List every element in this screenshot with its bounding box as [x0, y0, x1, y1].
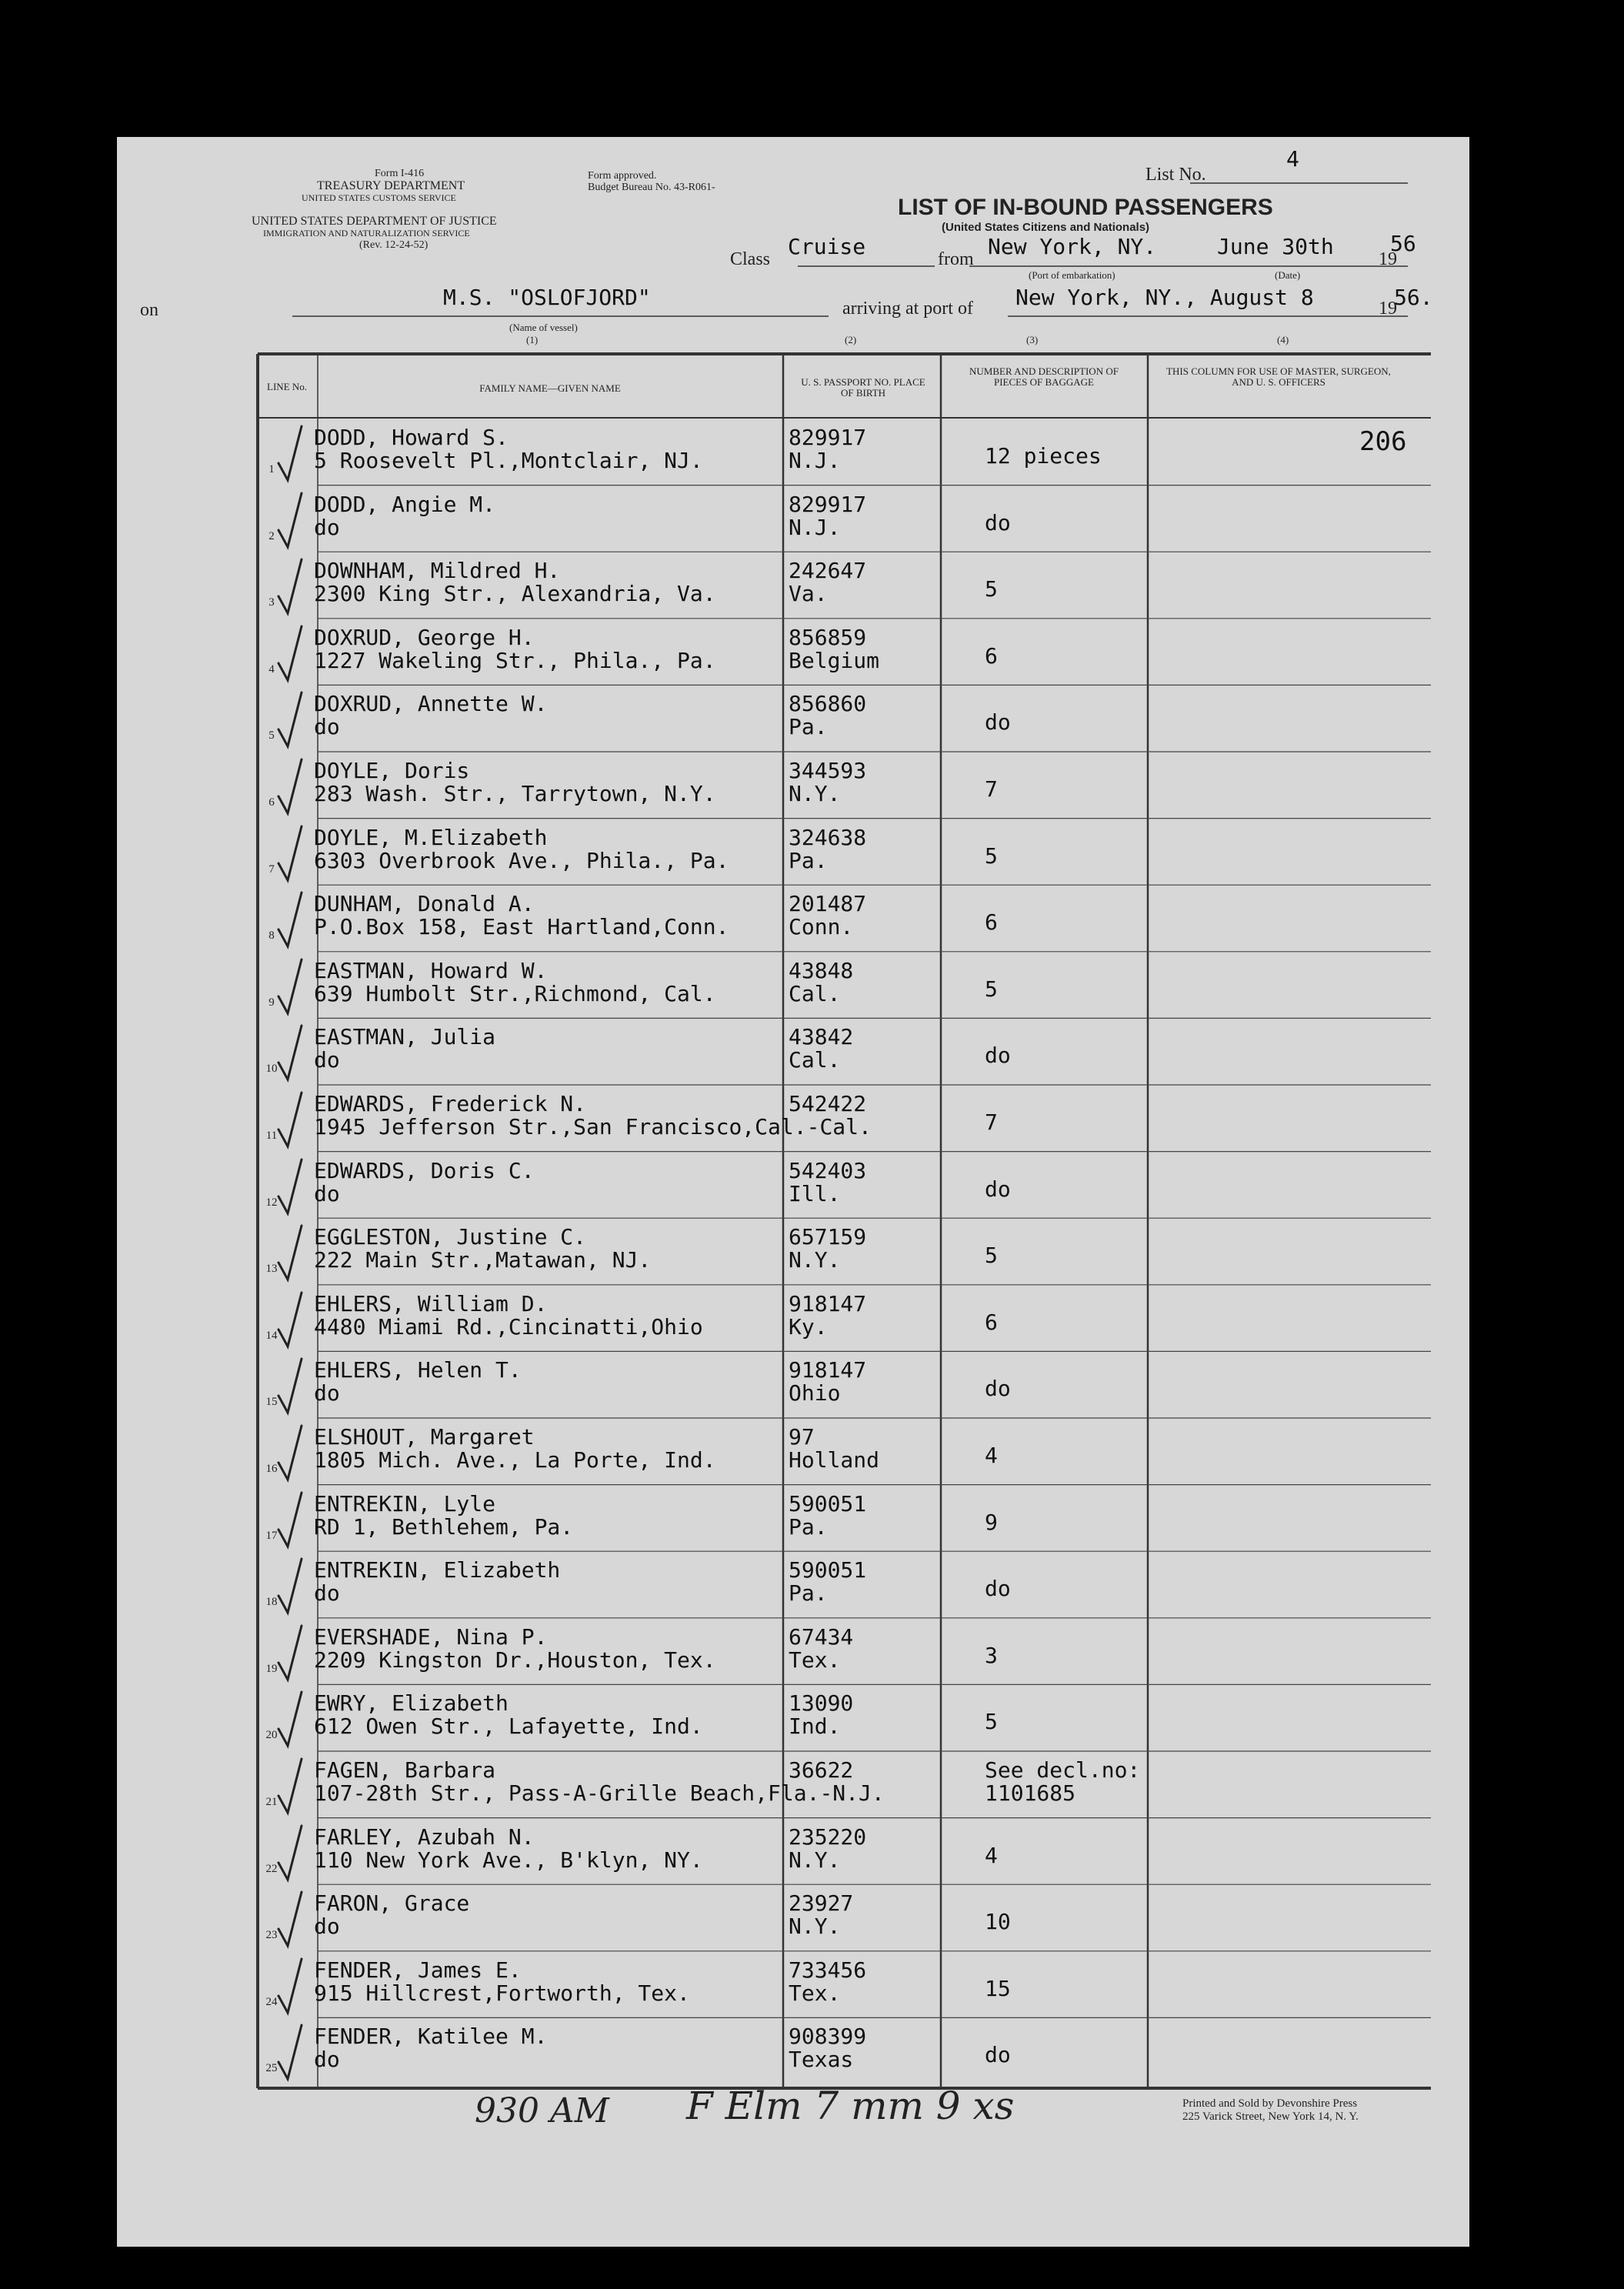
place-of-birth: N.J. [789, 448, 841, 473]
line-number: 2 [268, 529, 275, 542]
baggage: do [985, 1576, 1011, 1602]
checkmark-icon [275, 1756, 303, 1817]
baggage: 12 pieces [985, 443, 1102, 469]
passenger-name: FENDER, Katilee M. [314, 2024, 548, 2050]
checkmark-icon [275, 2022, 303, 2084]
passenger-address: do [314, 1380, 340, 1406]
passenger-name: DOYLE, Doris [314, 758, 470, 783]
place-of-birth: Holland [789, 1447, 880, 1473]
baggage: 10 [985, 1909, 1011, 1935]
passenger-name: ENTREKIN, Elizabeth [314, 1557, 561, 1583]
embarkation-date: June 30th [1217, 234, 1334, 259]
passenger-name: DODD, Angie M. [314, 491, 496, 517]
table-row [117, 1485, 1469, 1552]
passenger-name-address [314, 959, 716, 1006]
col-number-4: (4) [1277, 334, 1289, 345]
form-title: LIST OF IN-BOUND PASSENGERS [898, 195, 1273, 220]
table-row [117, 1085, 1469, 1152]
passport-number: 829917 [789, 425, 867, 450]
passport-birthplace [789, 1826, 866, 1872]
baggage: See decl.no: 1101685 [985, 1757, 1141, 1806]
passport-number: 733456 [789, 1957, 867, 1983]
checkmark-icon [275, 1356, 303, 1417]
passenger-name-address [314, 2025, 547, 2071]
passenger-address: 5 Roosevelt Pl.,Montclair, NJ. [314, 448, 703, 473]
place-of-birth: N.Y. [789, 1914, 841, 1940]
passport-birthplace [789, 692, 866, 739]
line-number: 4 [268, 662, 275, 676]
passenger-name: FAGEN, Barbara [314, 1757, 496, 1783]
passenger-name: EWRY, Elizabeth [314, 1690, 509, 1717]
passenger-name: EDWARDS, Frederick N. [314, 1091, 587, 1116]
checkmark-icon [275, 1156, 303, 1218]
passenger-name-address [314, 1157, 535, 1206]
passenger-name-address [314, 426, 703, 472]
place-of-birth: N.Y. [789, 781, 841, 806]
place-of-birth: Ill. [789, 1180, 841, 1206]
checkmark-icon [275, 1956, 303, 2017]
line-number: 3 [268, 596, 275, 609]
passport-number: 67434 [789, 1623, 854, 1650]
passenger-address: do [314, 1180, 340, 1206]
passport-number: 856859 [789, 624, 867, 650]
passport-number: 657159 [789, 1224, 867, 1250]
year-prefix: 19 [1379, 249, 1397, 269]
baggage: 4 [985, 1842, 998, 1868]
table-row [117, 819, 1469, 886]
passenger-name-address [314, 1959, 690, 2005]
baggage: 9 [985, 1509, 998, 1535]
line-number: 12 [265, 1196, 278, 1209]
passport-number: 918147 [789, 1357, 867, 1383]
line-number: 23 [265, 1929, 278, 1942]
col-header-officers: THIS COLUMN FOR USE OF MASTER, SURGEON, AND U. S. OFFICERS [1166, 365, 1391, 388]
place-of-birth: Cal. [789, 1047, 841, 1073]
passenger-table [117, 419, 1469, 2088]
baggage: 7 [985, 776, 998, 802]
baggage: do [985, 709, 1011, 736]
passport-number: 918147 [789, 1290, 867, 1316]
form-number: Form I-416 [375, 168, 425, 179]
line-number: 22 [265, 1862, 278, 1875]
passenger-name-address [314, 893, 729, 939]
checkmark-icon [275, 1689, 303, 1750]
line-number: 6 [268, 796, 275, 809]
passenger-name: EHLERS, Helen T. [314, 1357, 522, 1383]
col-header-passport: U. S. PASSPORT NO. PLACE OF BIRTH [801, 376, 925, 399]
passport-number: 542422 [789, 1091, 867, 1116]
table-row [117, 1351, 1469, 1418]
passenger-address: 2300 King Str., Alexandria, Va. [314, 581, 716, 607]
baggage: 5 [985, 1709, 998, 1735]
passport-number: 908399 [789, 2024, 867, 2050]
table-row [117, 1018, 1469, 1085]
line-number: 25 [265, 2062, 278, 2075]
passenger-name: EVERSHADE, Nina P. [314, 1623, 548, 1650]
passport-birthplace [789, 1226, 866, 1272]
handwritten-time: 930 AM [475, 2091, 609, 2131]
line-number: 19 [265, 1662, 278, 1675]
form-revision: (Rev. 12-24-52) [359, 239, 429, 251]
checkmark-icon [275, 1423, 303, 1484]
passenger-name-address [314, 1623, 716, 1673]
passport-birthplace [789, 1759, 853, 1782]
passenger-name: EASTMAN, Howard W. [314, 957, 548, 983]
passport-number: 242647 [789, 558, 867, 584]
place-of-birth: Tex. [789, 1647, 841, 1673]
table-row [117, 752, 1469, 819]
passenger-name: ENTREKIN, Lyle [314, 1490, 496, 1517]
customs-service: UNITED STATES CUSTOMS SERVICE [302, 192, 456, 203]
checkmark-icon [275, 623, 303, 685]
place-of-birth: Ky. [789, 1313, 828, 1340]
budget-bureau: Budget Bureau No. 43-R061- [588, 182, 715, 193]
passenger-address: 1945 Jefferson Str.,San Francisco,Cal.-Cal. [314, 1114, 872, 1139]
passport-number: 36622 [789, 1757, 854, 1783]
passport-birthplace [789, 759, 866, 806]
passenger-address: do [314, 1580, 340, 1607]
place-of-birth: Pa. [789, 847, 828, 873]
table-row [117, 485, 1469, 552]
passport-birthplace [789, 1359, 866, 1405]
place-of-birth: Pa. [789, 1580, 828, 1607]
passenger-name-address [314, 559, 716, 606]
passenger-name-address [314, 626, 716, 672]
passport-birthplace [789, 426, 866, 472]
place-of-birth: Texas [789, 2047, 854, 2073]
passenger-name-address [314, 1026, 495, 1072]
place-of-birth: Pa. [789, 1513, 828, 1540]
col-number-2: (2) [845, 334, 857, 345]
checkmark-icon [275, 956, 303, 1018]
passenger-name: EGGLESTON, Justine C. [314, 1224, 587, 1250]
passport-birthplace [789, 1623, 854, 1673]
printer-line-1: Printed and Sold by Devonshire Press [1182, 2097, 1358, 2110]
table-row [117, 1618, 1469, 1685]
arrival-year-prefix: 19 [1379, 299, 1397, 319]
passport-number: 13090 [789, 1690, 854, 1717]
passenger-address: P.O.Box 158, East Hartland,Conn. [314, 914, 729, 940]
passenger-address: 1805 Mich. Ave., La Porte, Ind. [314, 1447, 716, 1473]
table-row [117, 1285, 1469, 1352]
line-number: 17 [265, 1529, 278, 1542]
line-number: 24 [265, 1995, 278, 2008]
handwritten-note: F Elm 7 mm 9 xs [686, 2084, 1015, 2128]
baggage: do [985, 1376, 1011, 1402]
passenger-name: DUNHAM, Donald A. [314, 891, 535, 917]
year-value: 56 [1390, 231, 1416, 256]
passenger-address: do [314, 1047, 340, 1073]
table-row [117, 1884, 1469, 1951]
passenger-name: DOWNHAM, Mildred H. [314, 558, 561, 584]
passport-number: 43848 [789, 957, 854, 983]
passenger-name: DOXRUD, George H. [314, 624, 535, 650]
place-of-birth: Tex. [789, 1980, 841, 2006]
list-number: 4 [1286, 146, 1299, 172]
passport-birthplace [789, 2025, 866, 2071]
place-of-birth: Belgium [789, 647, 880, 673]
table-row [117, 952, 1469, 1019]
table-row [117, 885, 1469, 952]
baggage: 5 [985, 576, 998, 602]
checkmark-icon [275, 1290, 303, 1351]
checkmark-icon [275, 756, 303, 818]
passport-number: 324638 [789, 824, 867, 850]
passenger-address: 915 Hillcrest,Fortworth, Tex. [314, 1980, 690, 2006]
baggage: 6 [985, 1309, 998, 1335]
passenger-name-address [314, 1359, 522, 1405]
form-subtitle: (United States Citizens and Nationals) [942, 221, 1150, 234]
passenger-name-address [314, 1826, 703, 1872]
place-of-birth: Va. [789, 581, 828, 607]
passenger-name: ELSHOUT, Margaret [314, 1424, 535, 1450]
port-embark-caption: (Port of embarkation) [1029, 269, 1115, 281]
checkmark-icon [275, 1089, 303, 1151]
class-value: Cruise [788, 234, 866, 259]
place-of-birth: Ohio [789, 1380, 841, 1406]
baggage: do [985, 509, 1011, 536]
date-caption: (Date) [1275, 269, 1301, 281]
passenger-address: do [314, 2047, 340, 2073]
table-row [117, 552, 1469, 619]
line-number: 8 [268, 929, 275, 943]
passport-birthplace [789, 559, 866, 606]
line-number: 21 [265, 1796, 278, 1808]
passenger-address: 107-28th Str., Pass-A-Grille Beach,Fla.-N.J. [314, 1780, 885, 1806]
passenger-address: RD 1, Bethlehem, Pa. [314, 1513, 574, 1540]
place-of-birth: N.Y. [789, 1247, 841, 1273]
line-number: 10 [265, 1063, 278, 1076]
passenger-name: FENDER, James E. [314, 1957, 522, 1983]
passenger-name: DOYLE, M.Elizabeth [314, 824, 548, 850]
baggage: 6 [985, 909, 998, 936]
col-header-baggage: NUMBER AND DESCRIPTION OF PIECES OF BAGGAGE [969, 365, 1119, 388]
col-number-3: (3) [1026, 334, 1039, 345]
line-number: 18 [265, 1596, 278, 1609]
place-of-birth: Pa. [789, 714, 828, 740]
passenger-address: 1227 Wakeling Str., Phila., Pa. [314, 647, 716, 673]
passport-birthplace [789, 893, 866, 939]
passenger-name-address [314, 1892, 469, 1938]
checkmark-icon [275, 889, 303, 951]
passport-number: 23927 [789, 1890, 854, 1917]
passport-birthplace [789, 626, 879, 672]
table-row [117, 1418, 1469, 1485]
table-row [117, 419, 1469, 485]
passenger-address: 110 New York Ave., B'klyn, NY. [314, 1847, 703, 1873]
table-row [117, 1751, 1469, 1818]
passport-birthplace [789, 493, 866, 539]
form-approved: Form approved. [588, 170, 657, 182]
passenger-address: 639 Humbolt Str.,Richmond, Cal. [314, 980, 716, 1006]
passport-number: 43842 [789, 1024, 854, 1050]
baggage: do [985, 1176, 1011, 1202]
table-row [117, 1218, 1469, 1285]
from-label: from [938, 249, 974, 269]
checkmark-icon [275, 1556, 303, 1617]
passport-birthplace [789, 826, 866, 873]
baggage: 7 [985, 1109, 998, 1135]
passenger-name-address [314, 759, 716, 806]
checkmark-icon [275, 490, 303, 552]
baggage: 15 [985, 1975, 1011, 2001]
table-row [117, 1951, 1469, 2018]
passenger-name: EDWARDS, Doris C. [314, 1157, 535, 1183]
vessel-caption-num: (1) [526, 334, 539, 345]
passport-birthplace [789, 1426, 879, 1472]
passenger-name-address [314, 1226, 651, 1272]
passenger-name-address [314, 1290, 703, 1340]
passenger-name-address [314, 493, 495, 539]
arrival-year: 56. [1394, 285, 1433, 310]
printer-line-2: 225 Varick Street, New York 14, N. Y. [1182, 2110, 1359, 2123]
place-of-birth: N.Y. [789, 1847, 841, 1873]
passenger-name: FARON, Grace [314, 1890, 470, 1917]
class-label: Class [730, 249, 771, 269]
checkmark-icon [275, 689, 303, 751]
vessel-name: M.S. "OSLOFJORD" [443, 285, 651, 310]
checkmark-icon [275, 1223, 303, 1284]
passport-number: 590051 [789, 1490, 867, 1517]
passenger-address: 2209 Kingston Dr.,Houston, Tex. [314, 1647, 716, 1673]
line-number: 11 [265, 1129, 278, 1142]
passenger-address: 612 Owen Str., Lafayette, Ind. [314, 1713, 703, 1740]
passenger-address: 222 Main Str.,Matawan, NJ. [314, 1247, 652, 1273]
passport-birthplace [789, 1892, 853, 1938]
place-of-birth: Ind. [789, 1713, 841, 1740]
baggage: 5 [985, 976, 998, 1002]
baggage: 3 [985, 1642, 998, 1668]
port-of-embarkation: New York, NY. [988, 234, 1157, 259]
passport-birthplace [789, 1290, 867, 1340]
checkmark-icon [275, 1823, 303, 1884]
passenger-name-address [314, 826, 729, 873]
table-row [117, 1152, 1469, 1219]
baggage: 5 [985, 843, 998, 869]
table-row [117, 2017, 1469, 2084]
checkmark-icon [275, 1023, 303, 1084]
passenger-name-address [314, 1426, 716, 1472]
passenger-address: 4480 Miami Rd.,Cincinatti,Ohio [314, 1313, 703, 1340]
table-row [117, 1818, 1469, 1885]
justice-dept: UNITED STATES DEPARTMENT OF JUSTICE [252, 215, 497, 228]
baggage: do [985, 2042, 1011, 2068]
passport-number: 235220 [789, 1824, 867, 1850]
manifest-page [117, 137, 1469, 2247]
line-number: 14 [265, 1329, 278, 1342]
line-number: 13 [265, 1263, 278, 1276]
table-row [117, 619, 1469, 686]
passenger-name: DOXRUD, Annette W. [314, 691, 548, 717]
checkmark-icon [275, 1623, 303, 1684]
treasury-dept: TREASURY DEPARTMENT [317, 179, 465, 192]
officer-note: 206 [1359, 426, 1407, 457]
table-row [117, 685, 1469, 752]
passport-birthplace [789, 1559, 866, 1605]
baggage: 6 [985, 642, 998, 669]
checkmark-icon [275, 556, 303, 618]
ins-service: IMMIGRATION AND NATURALIZATION SERVICE [263, 228, 470, 239]
passport-birthplace [789, 1692, 853, 1738]
passport-birthplace [789, 1093, 866, 1116]
line-number: 1 [268, 463, 275, 475]
on-label: on [140, 300, 158, 320]
passenger-name-address [314, 1559, 560, 1605]
baggage: 5 [985, 1243, 998, 1269]
passport-number: 856860 [789, 691, 867, 717]
passenger-name: EASTMAN, Julia [314, 1024, 496, 1050]
vessel-caption: (Name of vessel) [509, 322, 578, 333]
col-header-name: FAMILY NAME—GIVEN NAME [479, 382, 621, 394]
passenger-address: do [314, 714, 340, 740]
passenger-address: do [314, 1914, 340, 1940]
line-number: 15 [265, 1396, 278, 1409]
arrival-port-date: New York, NY., August 8 [1015, 285, 1314, 310]
passenger-name-address [314, 1490, 574, 1540]
line-number: 20 [265, 1729, 278, 1742]
passport-number: 542403 [789, 1157, 867, 1183]
passport-birthplace [789, 959, 853, 1006]
baggage: 4 [985, 1443, 998, 1468]
passenger-name-address [314, 1692, 703, 1738]
arriving-label: arriving at port of [842, 299, 973, 319]
place-of-birth: Conn. [789, 914, 854, 940]
line-number: 9 [268, 996, 275, 1009]
table-row [117, 1684, 1469, 1751]
passport-number: 344593 [789, 758, 867, 783]
baggage: do [985, 1043, 1011, 1069]
place-of-birth: Cal. [789, 980, 841, 1006]
col-header-line: LINE No. [267, 381, 307, 392]
passenger-address: 283 Wash. Str., Tarrytown, N.Y. [314, 781, 716, 806]
checkmark-icon [275, 1490, 303, 1551]
line-number: 5 [268, 729, 275, 742]
table-row [117, 1551, 1469, 1618]
passenger-name: FARLEY, Azubah N. [314, 1824, 535, 1850]
passport-birthplace [789, 1026, 853, 1072]
passenger-name: DODD, Howard S. [314, 425, 509, 450]
list-number-label: List No. [1145, 165, 1206, 185]
passport-birthplace [789, 1157, 867, 1206]
passenger-address: do [314, 514, 340, 540]
passport-number: 590051 [789, 1557, 867, 1583]
passport-number: 829917 [789, 491, 867, 517]
place-of-birth: N.J. [789, 514, 841, 540]
passport-number: 201487 [789, 891, 867, 917]
checkmark-icon [275, 823, 303, 885]
passenger-name-address [314, 692, 547, 739]
passenger-name: EHLERS, William D. [314, 1290, 548, 1316]
checkmark-icon [275, 1889, 303, 1950]
passenger-address: 6303 Overbrook Ave., Phila., Pa. [314, 847, 729, 873]
passport-birthplace [789, 1959, 866, 2005]
checkmark-icon [275, 423, 303, 485]
passport-birthplace [789, 1490, 867, 1540]
line-number: 7 [268, 863, 275, 876]
passport-number: 97 [789, 1424, 815, 1450]
line-number: 16 [265, 1463, 278, 1475]
